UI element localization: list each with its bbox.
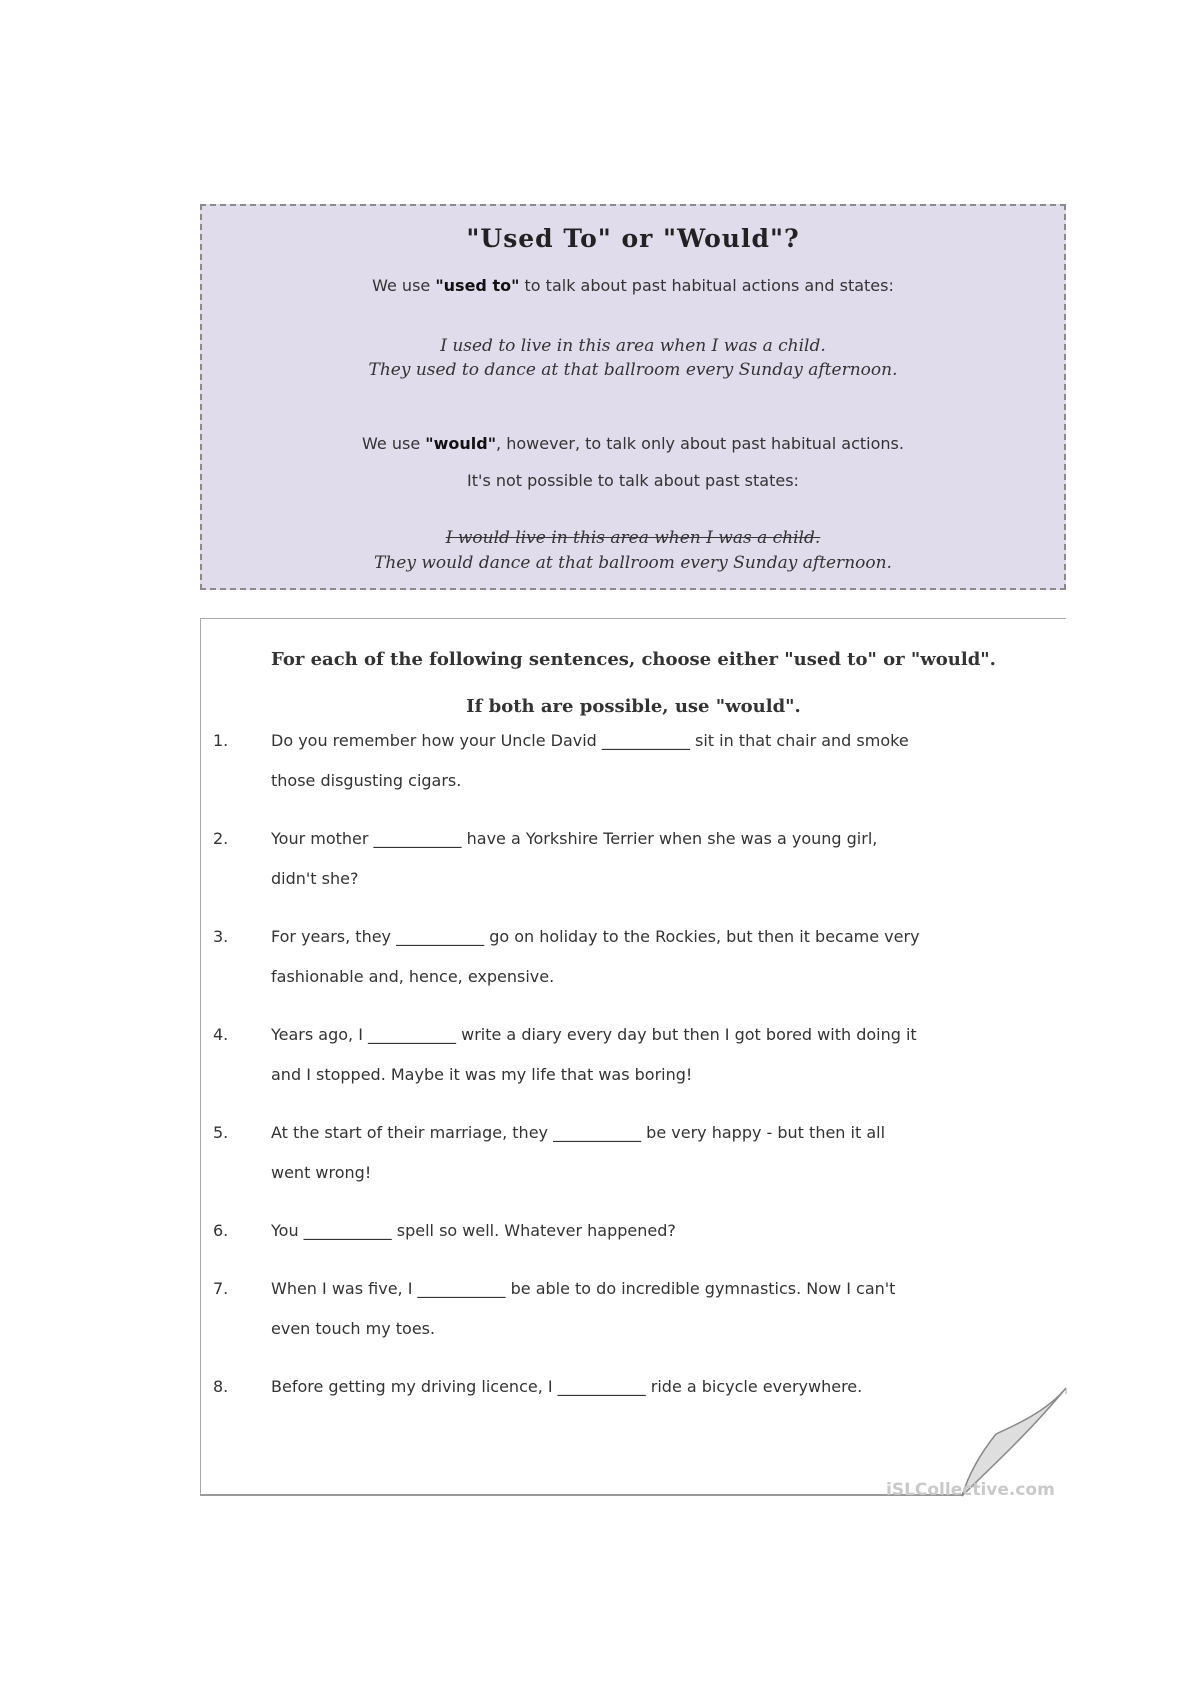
question-number: 5.	[213, 1123, 229, 1142]
instruction-line-1: For each of the following sentences, choose either "used to" or "would".	[271, 649, 996, 670]
instruction-line-2: If both are possible, use "would".	[466, 696, 801, 717]
question-number: 6.	[213, 1221, 229, 1240]
would-rule-line2: It's not possible to talk about past states:	[467, 471, 799, 490]
question-number: 1.	[213, 731, 229, 750]
question-text: For years, they ___________ go on holiday to the Rockies, but then it became very fashionable and, hence, expensive.	[271, 927, 920, 986]
question-text: Your mother ___________ have a Yorkshire Terrier when she was a young girl, didn't she?	[271, 829, 878, 888]
question-number: 7.	[213, 1279, 229, 1298]
question-text: Years ago, I ___________ write a diary every day but then I got bored with doing it and I stopped. Maybe it was my life that was boring!	[271, 1025, 917, 1084]
used-to-example-1: I used to live in this area when I was a child.	[440, 336, 826, 356]
would-rule: We use "would", however, to talk only about past habitual actions.	[362, 434, 904, 453]
question-text: Before getting my driving licence, I ___________ ride a bicycle everywhere.	[271, 1377, 863, 1396]
watermark: iSLCollective.com	[886, 1480, 1055, 1500]
question-text: At the start of their marriage, they ___________ be very happy - but then it all went wrong!	[271, 1123, 886, 1182]
would-example-correct: They would dance at that ballroom every Sunday afternoon.	[374, 553, 892, 573]
question-number: 2.	[213, 829, 229, 848]
would-example-incorrect: I would live in this area when I was a child.	[445, 528, 821, 548]
question-text: Do you remember how your Uncle David ___________ sit in that chair and smoke those disgusting cigars.	[271, 731, 909, 790]
exercise-sheet	[200, 618, 1066, 1496]
question-number: 4.	[213, 1025, 229, 1044]
grammar-explanation-box	[200, 204, 1066, 590]
question-text: You ___________ spell so well. Whatever happened?	[271, 1221, 676, 1240]
question-number: 8.	[213, 1377, 229, 1396]
question-number: 3.	[213, 927, 229, 946]
question-text: When I was five, I ___________ be able to do incredible gymnastics. Now I can't even touch my toes.	[271, 1279, 896, 1338]
used-to-rule: We use "used to" to talk about past habitual actions and states:	[372, 276, 894, 295]
used-to-example-2: They used to dance at that ballroom every Sunday afternoon.	[368, 360, 898, 380]
grammar-title: "Used To" or "Would"?	[466, 224, 800, 253]
